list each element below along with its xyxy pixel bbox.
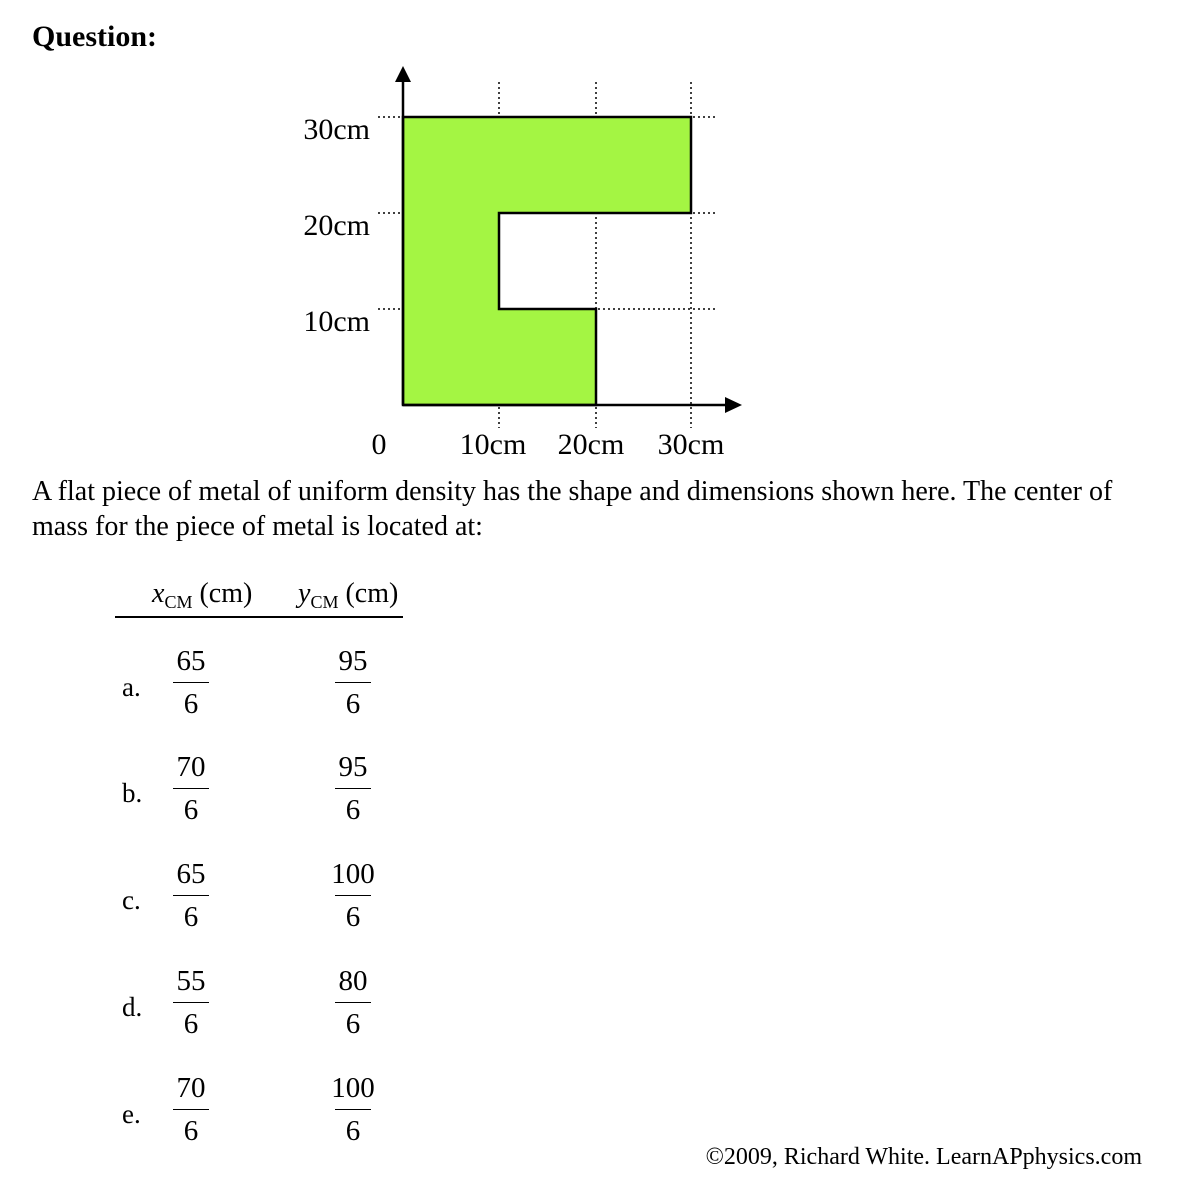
choice-letter: e. xyxy=(122,1099,141,1129)
x-denominator: 6 xyxy=(183,1008,199,1040)
x-label-20: 20cm xyxy=(557,428,625,461)
choice-letter: d. xyxy=(122,992,143,1022)
y-numerator: 100 xyxy=(331,858,375,890)
choice-b[interactable] xyxy=(0,750,600,840)
x-cm-header xyxy=(152,578,252,613)
fraction-bar xyxy=(173,1109,209,1110)
y-numerator: 95 xyxy=(338,645,368,677)
y-numerator: 100 xyxy=(331,1072,375,1104)
y-label-30: 30cm xyxy=(303,113,370,146)
choice-e[interactable] xyxy=(0,1071,600,1161)
y-denominator: 6 xyxy=(345,794,361,826)
x-cm-fraction xyxy=(161,750,221,827)
y-cm-unit: (cm) xyxy=(345,578,399,609)
y-numerator: 95 xyxy=(338,751,368,783)
x-axis-arrow xyxy=(725,397,742,413)
y-denominator: 6 xyxy=(345,1008,361,1040)
x-denominator: 6 xyxy=(183,688,199,720)
x-cm-symbol: x xyxy=(152,578,165,609)
x-cm-fraction xyxy=(161,964,221,1041)
shape-diagram xyxy=(0,0,800,470)
fraction-bar xyxy=(335,682,371,683)
fraction-bar xyxy=(335,1109,371,1110)
x-numerator: 55 xyxy=(176,965,206,997)
choice-letter: c. xyxy=(122,885,141,915)
fraction-bar xyxy=(335,788,371,789)
choice-letter: a. xyxy=(122,672,141,702)
origin-label: 0 xyxy=(371,428,387,461)
y-cm-fraction xyxy=(323,750,383,827)
question-heading: Question: xyxy=(32,20,158,53)
y-cm-fraction xyxy=(323,1071,383,1148)
choice-d[interactable] xyxy=(0,964,600,1054)
y-denominator: 6 xyxy=(345,901,361,933)
x-cm-fraction xyxy=(161,1071,221,1148)
question-text: A flat piece of metal of uniform density has the shape and dimensions shown here. The center of mass for the piece of metal is located at: xyxy=(32,476,1113,542)
x-label-30: 30cm xyxy=(657,428,725,461)
x-denominator: 6 xyxy=(183,901,199,933)
y-denominator: 6 xyxy=(345,688,361,720)
fraction-bar xyxy=(335,895,371,896)
fraction-bar xyxy=(173,1002,209,1003)
copyright-footer: ©2009, Richard White. LearnAPphysics.com xyxy=(705,1144,1142,1170)
x-cm-fraction xyxy=(161,857,221,934)
y-cm-subscript: CM xyxy=(310,592,339,612)
x-cm-subscript: CM xyxy=(164,592,193,612)
fraction-bar xyxy=(173,895,209,896)
y-label-20: 20cm xyxy=(303,209,370,242)
metal-shape xyxy=(403,117,691,405)
x-numerator: 65 xyxy=(176,645,206,677)
y-label-10: 10cm xyxy=(303,305,370,338)
header-rule xyxy=(115,616,403,618)
x-label-10: 10cm xyxy=(459,428,527,461)
y-numerator: 80 xyxy=(338,965,368,997)
y-cm-header xyxy=(298,578,398,613)
fraction-bar xyxy=(335,1002,371,1003)
choice-c[interactable] xyxy=(0,857,600,947)
y-cm-fraction xyxy=(323,644,383,721)
x-cm-unit: (cm) xyxy=(199,578,253,609)
choice-a[interactable] xyxy=(0,644,600,734)
x-cm-fraction xyxy=(161,644,221,721)
y-axis-arrow xyxy=(395,66,411,82)
x-numerator: 70 xyxy=(176,751,206,783)
x-denominator: 6 xyxy=(183,1115,199,1147)
x-numerator: 70 xyxy=(176,1072,206,1104)
y-cm-fraction xyxy=(323,964,383,1041)
fraction-bar xyxy=(173,788,209,789)
choice-letter: b. xyxy=(122,778,143,808)
y-cm-fraction xyxy=(323,857,383,934)
fraction-bar xyxy=(173,682,209,683)
x-denominator: 6 xyxy=(183,794,199,826)
y-cm-symbol: y xyxy=(298,578,311,609)
y-denominator: 6 xyxy=(345,1115,361,1147)
x-numerator: 65 xyxy=(176,858,206,890)
